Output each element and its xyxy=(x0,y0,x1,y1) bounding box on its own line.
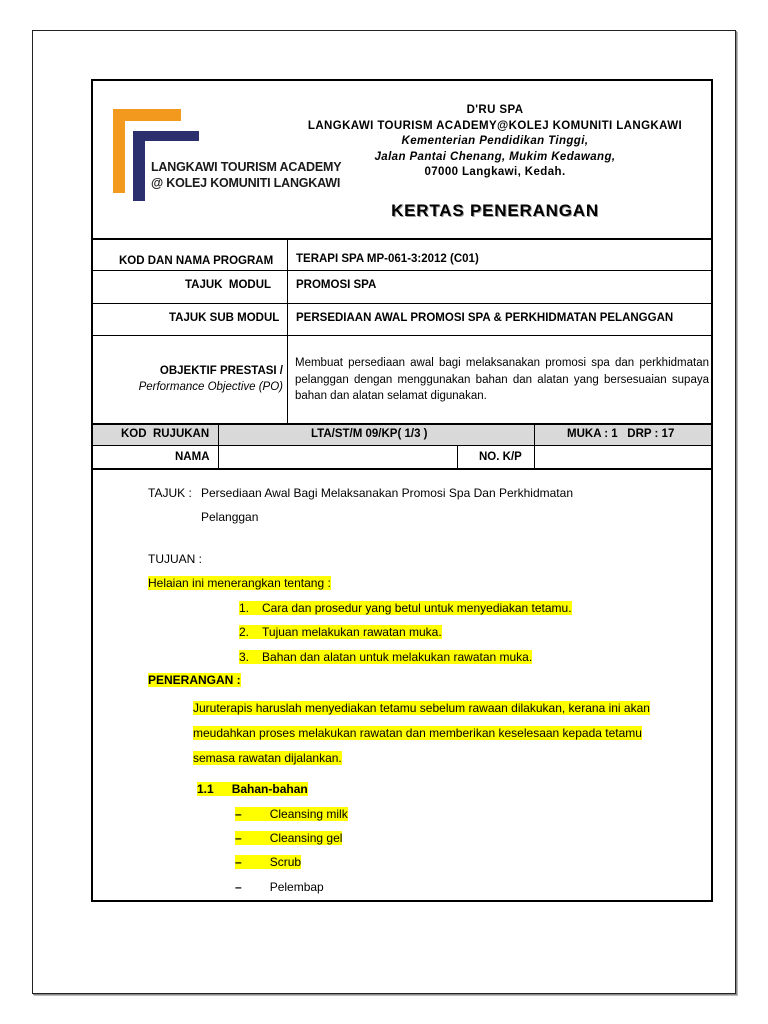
page-info: MUKA : 1 DRP : 17 xyxy=(567,428,675,440)
item-number: 3. xyxy=(239,650,262,664)
objective-label: OBJEKTIF PRESTASI / xyxy=(159,365,283,377)
material-item: Pelembap xyxy=(269,880,324,894)
submodule-value: PERSEDIAAN AWAL PROMOSI SPA & PERKHIDMATAN PELANGGAN xyxy=(296,312,674,324)
logo-line-2: @ KOLEJ KOMUNITI LANGKAWI xyxy=(151,176,341,190)
material-dash: – xyxy=(235,880,242,894)
tajuk-line-2: Pelanggan xyxy=(201,510,259,524)
name-field[interactable] xyxy=(220,446,456,467)
material-item: Cleansing milk xyxy=(269,807,348,821)
item-number: 2. xyxy=(239,625,262,639)
material-item: Scrub xyxy=(269,855,302,869)
program-value: TERAPI SPA MP-061-3:2012 (C01) xyxy=(296,253,479,265)
logo-line-1: LANGKAWI TOURISM ACADEMY xyxy=(151,160,342,174)
kp-label: NO. K/P xyxy=(479,451,522,463)
material-item: Cleansing gel xyxy=(269,831,343,845)
document-title: KERTAS PENERANGAN xyxy=(391,201,599,220)
section-number: 1.1 xyxy=(197,782,232,796)
penerangan-label: PENERANGAN : xyxy=(148,673,241,687)
objective-label-en: Performance Objective (PO) xyxy=(138,381,283,393)
org-line: 07000 Langkawi, Kedah. xyxy=(424,166,566,178)
item-number: 1. xyxy=(239,601,262,615)
material-dash: – xyxy=(235,831,270,845)
submodule-label: TAJUK SUB MODUL xyxy=(169,312,280,324)
section-title: Bahan-bahan xyxy=(231,782,308,796)
organisation-address xyxy=(305,103,685,181)
tujuan-label: TUJUAN : xyxy=(148,552,202,566)
paragraph-line: meudahkan proses melakukan rawatan dan memberikan keselesaan kepada tetamu xyxy=(193,726,642,740)
module-label: TAJUK MODUL xyxy=(185,279,272,291)
kp-field[interactable] xyxy=(536,446,710,467)
reference-value: LTA/ST/M 09/KP( 1/3 ) xyxy=(311,428,428,440)
objective-text: Membuat persediaan awal bagi melaksanakan promosi spa dan perkhidmatan pelanggan dengan menggunakan bahan dan alatan yang bersesuaian supaya bahan dan alatan selamat digunakan. xyxy=(295,357,709,402)
paragraph-line: Juruterapis haruslah menyediakan tetamu sebelum rawaan dilakukan, kerana ini akan xyxy=(193,701,650,715)
item-text: Bahan dan alatan untuk melakukan rawatan muka. xyxy=(262,650,533,664)
org-line: LANGKAWI TOURISM ACADEMY@KOLEJ KOMUNITI LANGKAWI xyxy=(307,119,683,132)
module-value: PROMOSI SPA xyxy=(296,279,377,291)
item-text: Tujuan melakukan rawatan muka. xyxy=(262,625,442,639)
org-line: D'RU SPA xyxy=(466,104,524,116)
material-dash: – xyxy=(235,855,270,869)
document-frame xyxy=(91,79,713,902)
intro-text: Helaian ini menerangkan tentang : xyxy=(148,576,331,590)
org-line: Kementerian Pendidikan Tinggi, xyxy=(401,135,589,147)
reference-label: KOD RUJUKAN xyxy=(121,428,210,440)
item-text: Cara dan prosedur yang betul untuk menyediakan tetamu. xyxy=(262,601,572,615)
academy-logo xyxy=(113,105,342,205)
paragraph-line: semasa rawatan dijalankan. xyxy=(193,751,342,765)
material-dash: – xyxy=(235,807,270,821)
tajuk-line-1: Persediaan Awal Bagi Melaksanakan Promosi Spa Dan Perkhidmatan xyxy=(201,486,573,500)
org-line: Jalan Pantai Chenang, Mukim Kedawang, xyxy=(374,150,616,163)
tajuk-label: TAJUK : xyxy=(148,486,192,500)
program-label: KOD DAN NAMA PROGRAM xyxy=(119,255,274,267)
name-label: NAMA xyxy=(175,451,210,463)
